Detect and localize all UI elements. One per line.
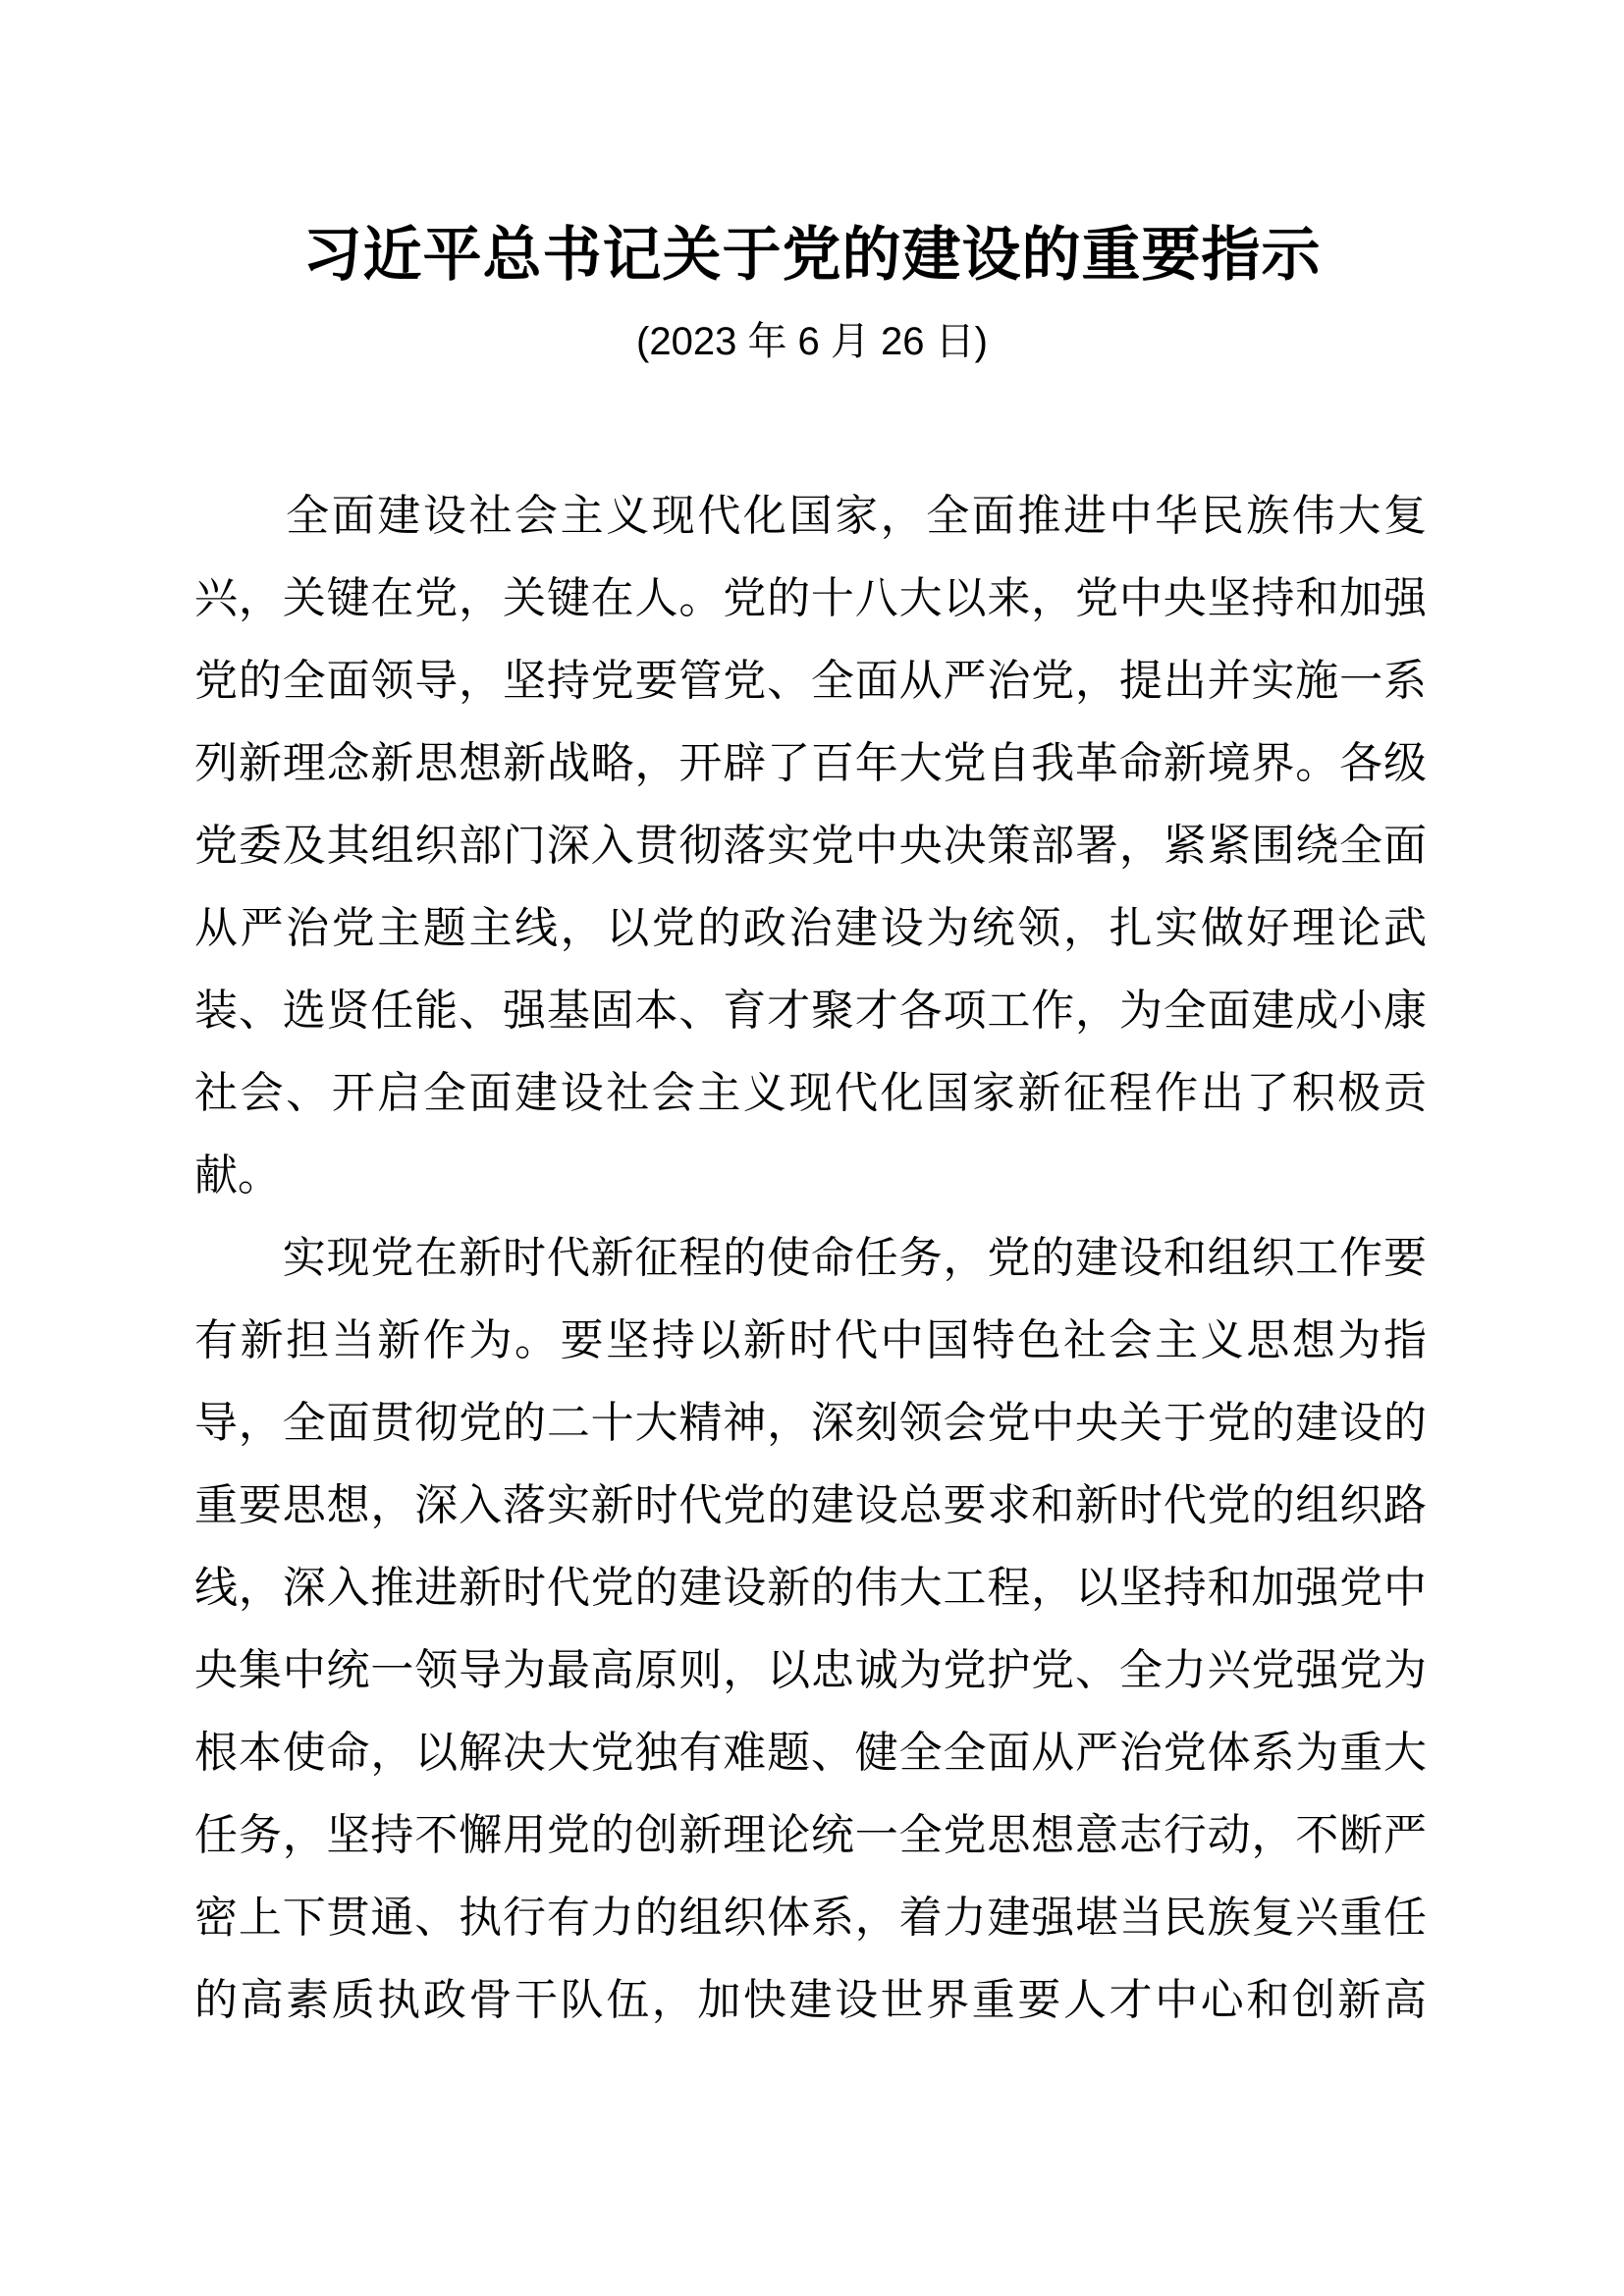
text-line: 社会、开启全面建设社会主义现代化国家新征程作出了积极贡 [194, 1069, 1427, 1117]
text-line: 密上下贯通、执行有力的组织体系，着力建强堪当民族复兴重任 [194, 1894, 1427, 1942]
document-date: (2023 年 6 月 26 日) [636, 320, 988, 363]
text-line: 重要思想，深入落实新时代党的建设总要求和新时代党的组织路 [194, 1481, 1427, 1529]
paragraph [194, 1217, 1427, 2042]
text-line: 党委及其组织部门深入贯彻落实党中央决策部署，紧紧围绕全面 [194, 822, 1427, 870]
text-line: 导，全面贯彻党的二十大精神，深刻领会党中央关于党的建设的 [194, 1399, 1427, 1447]
paragraph [194, 475, 1427, 1217]
text-line: 的高素质执政骨干队伍，加快建设世界重要人才中心和创新高 [194, 1976, 1427, 2024]
text-line: 党的全面领导，坚持党要管党、全面从严治党，提出并实施一系 [194, 657, 1427, 705]
document-title: 习近平总书记关于党的建设的重要指示 [302, 222, 1322, 288]
text-line: 根本使命，以解决大党独有难题、健全全面从严治党体系为重大 [194, 1729, 1427, 1777]
text-line: 兴，关键在党，关键在人。党的十八大以来，党中央坚持和加强 [194, 574, 1427, 622]
text-line: 全面建设社会主义现代化国家，全面推进中华民族伟大复 [194, 492, 1427, 540]
text-line: 从严治党主题主线，以党的政治建设为统领，扎实做好理论武 [194, 904, 1427, 952]
text-line: 任务，坚持不懈用党的创新理论统一全党思想意志行动，不断严 [194, 1811, 1427, 1859]
text-line: 装、选贤任能、强基固本、育才聚才各项工作，为全面建成小康 [194, 987, 1427, 1035]
text-line: 实现党在新时代新征程的使命任务，党的建设和组织工作要 [194, 1234, 1427, 1282]
text-line: 央集中统一领导为最高原则，以忠诚为党护党、全力兴党强党为 [194, 1646, 1427, 1694]
text-line: 线，深入推进新时代党的建设新的伟大工程，以坚持和加强党中 [194, 1564, 1427, 1612]
text-line: 有新担当新作为。要坚持以新时代中国特色社会主义思想为指 [194, 1316, 1427, 1364]
text-line: 列新理念新思想新战略，开辟了百年大党自我革命新境界。各级 [194, 739, 1427, 787]
text-line: 献。 [194, 1151, 281, 1200]
document-body [194, 475, 1427, 2042]
